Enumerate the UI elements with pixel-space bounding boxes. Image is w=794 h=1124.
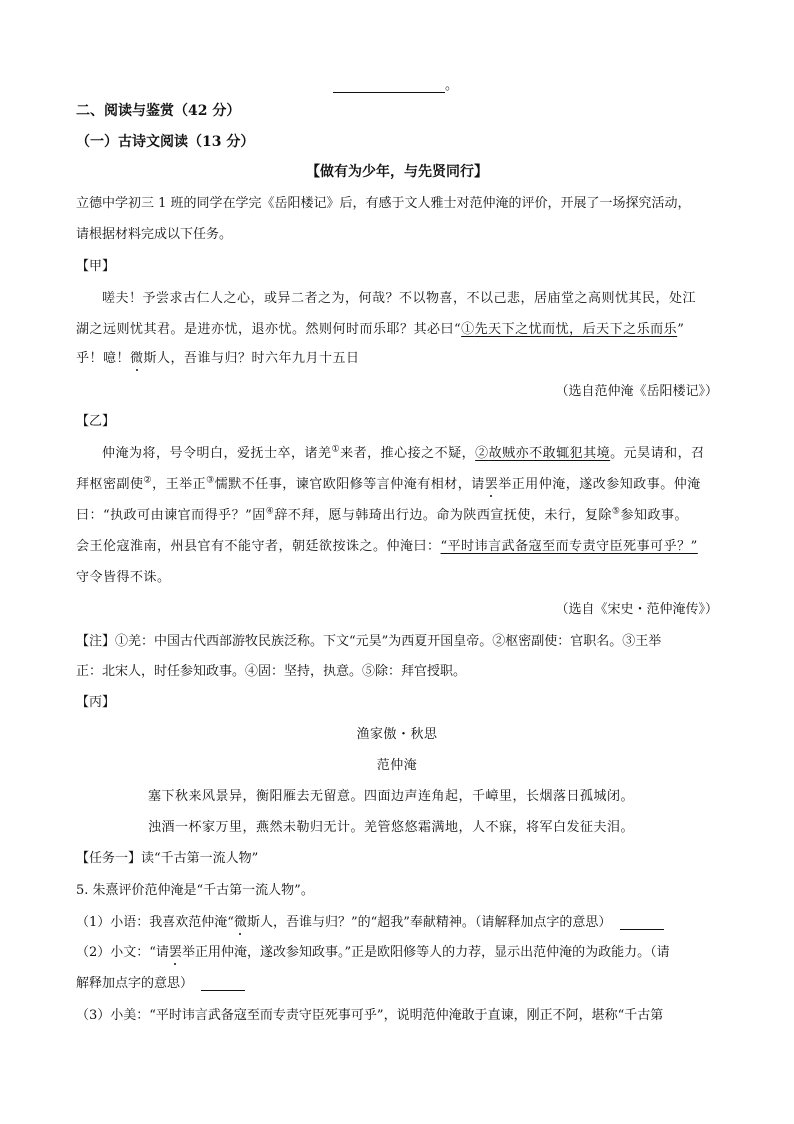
footnote-4: ④ [265,506,275,517]
sub-question-3: （3）小美：“平时讳言武备寇至而专责守臣死事可乎”，说明范仲淹敢于直谏，刚正不阿，堪称“千古第 [76,1008,664,1023]
passage-jia-line-1: 嗟夫！予尝求古仁人之心，或异二者之为，何哉？不以物喜，不以己悲，居庙堂之高则忧其民，处江 [102,291,697,306]
answer-blank-1[interactable] [620,917,664,930]
yi-text: 懦默不任事，谏官欧阳修等言仲淹有相材，请 [214,477,485,492]
dotted-char-ba: 罢 [168,945,182,960]
yi-text: 。元昊请和，召 [610,446,705,461]
passage-jia-source: （选自范仲淹《岳阳楼记》） [555,384,718,399]
section-title: 二、阅读与鉴赏（42 分） [76,103,241,119]
subsection-title: （一）古诗文阅读（13 分） [76,134,255,150]
answer-blank-line [333,74,458,93]
yi-text: ，王举正 [152,477,207,492]
underlined-sentence-2 [475,446,610,461]
task-one-title: 【任务一】读“千古第一流人物” [76,851,259,866]
footnote-1: ① [331,444,341,455]
passage-yi-line-2 [76,473,701,492]
dotted-char-wei: 微 [233,915,247,930]
note-line-2: 正：北宋人，时任参知政事。④固：坚持，执意。⑤除：拜官授职。 [76,664,467,679]
yi-text: 曰：“执政可由谏官而得乎？”固 [76,508,266,523]
dotted-char-ba: 罢 [484,477,499,492]
q-text: 举正用仲淹，遂改参知政事。”正是欧阳修等人的力荐，显示出范仲淹的为政能力。（请 [181,945,670,960]
passage-jia-label: 【甲】 [76,259,116,274]
yi-text: 辞不拜，愿与韩琦出行边。命为陕西宣抚使，未行，复除 [274,508,612,523]
sentence-mark: ① [461,322,475,337]
period: 。 [445,78,459,93]
passage-yi-line-3 [76,504,688,523]
sub-question-1 [76,911,664,930]
jia-text: 乎！噫！ [76,351,131,366]
yi-text: 拜枢密副使 [76,477,144,492]
blank [333,80,445,93]
underlined-sentence-1 [461,322,677,337]
yi-text: 会王伦寇淮南，州县官有不能守者，朝廷欲按诛之。仲淹曰： [76,539,441,554]
q-text: （1）小语：我喜欢范仲淹“ [76,915,234,930]
passage-yi-line-4 [76,535,698,554]
q-text: 斯人，吾谁与归？”的“超我”奉献精神。（请解释加点字的意思） [246,915,612,930]
jia-text: 湖之远则忧其君。是进亦忧，退亦忧。然则何时而乐耶？其必曰“ [76,322,462,337]
yi-text: 仲淹为将，号令明白，爱抚士卒，诸羌 [102,446,332,461]
passage-yi-line-1 [102,442,705,461]
sub-question-2-cont [76,972,245,991]
question-5: 5. 朱熹评价范仲淹是“千古第一流人物”。 [76,883,314,898]
sub-question-2 [76,941,670,960]
q-text: 解释加点字的意思） [76,976,194,991]
quote-close: ” [677,322,685,337]
sentence-text: 先天下之忧而忧，后天下之乐而乐 [474,322,678,337]
yi-text: 来者，推心接之不疑， [340,446,476,461]
poem-author: 范仲淹 [376,758,418,773]
yi-text: 举正用仲淹，遂改参知政事。仲淹 [498,477,701,492]
sentence-text: 故贼亦不敢辄犯其境 [488,446,611,461]
q-text: （2）小文：“请 [76,945,169,960]
footnote-2: ② [143,475,153,486]
passage-yi-line-5: 守令皆得不诛。 [76,570,171,585]
intro-line-1: 立德中学初三 1 班的同学在学完《岳阳楼记》后，有感于文人雅士对范仲淹的评价，开展了一场探究活动， [76,196,691,211]
passage-bing-label: 【丙】 [76,695,116,710]
jia-text: 斯人，吾谁与归？时六年九月十五日 [143,351,360,366]
answer-blank-2[interactable] [201,978,245,991]
passage-jia-line-2 [76,318,684,337]
poem-title: 渔家傲・秋思 [356,727,438,742]
sentence-mark: ② [475,446,489,461]
yi-text: 参知政事。 [620,508,688,523]
underlined-sentence-3: “平时讳言武备寇至而专责守臣死事可乎？” [440,539,698,554]
poem-line-1: 塞下秋来风景异，衡阳雁去无留意。四面边声连角起，千嶂里，长烟落日孤城闭。 [148,789,635,804]
intro-line-2: 请根据材料完成以下任务。 [76,227,233,242]
passage-yi-source: （选自《宋史・范仲淹传》） [555,602,718,617]
passage-jia-line-3 [76,347,360,366]
passage-yi-label: 【乙】 [76,414,116,429]
dotted-char-wei: 微 [130,351,144,366]
note-line-1: 【注】①羌：中国古代西部游牧民族泛称。下文“元昊”为西夏开国皇帝。②枢密副使：官职名。③王举 [76,634,662,649]
poem-line-2: 浊酒一杯家万里，燕然未勒归无计。羌管悠悠霜满地，人不寐，将军白发征夫泪。 [148,820,635,835]
footnote-3: ③ [206,475,215,486]
footnote-5: ⑤ [611,506,621,517]
theme-title: 【做有为少年，与先贤同行】 [306,164,488,180]
